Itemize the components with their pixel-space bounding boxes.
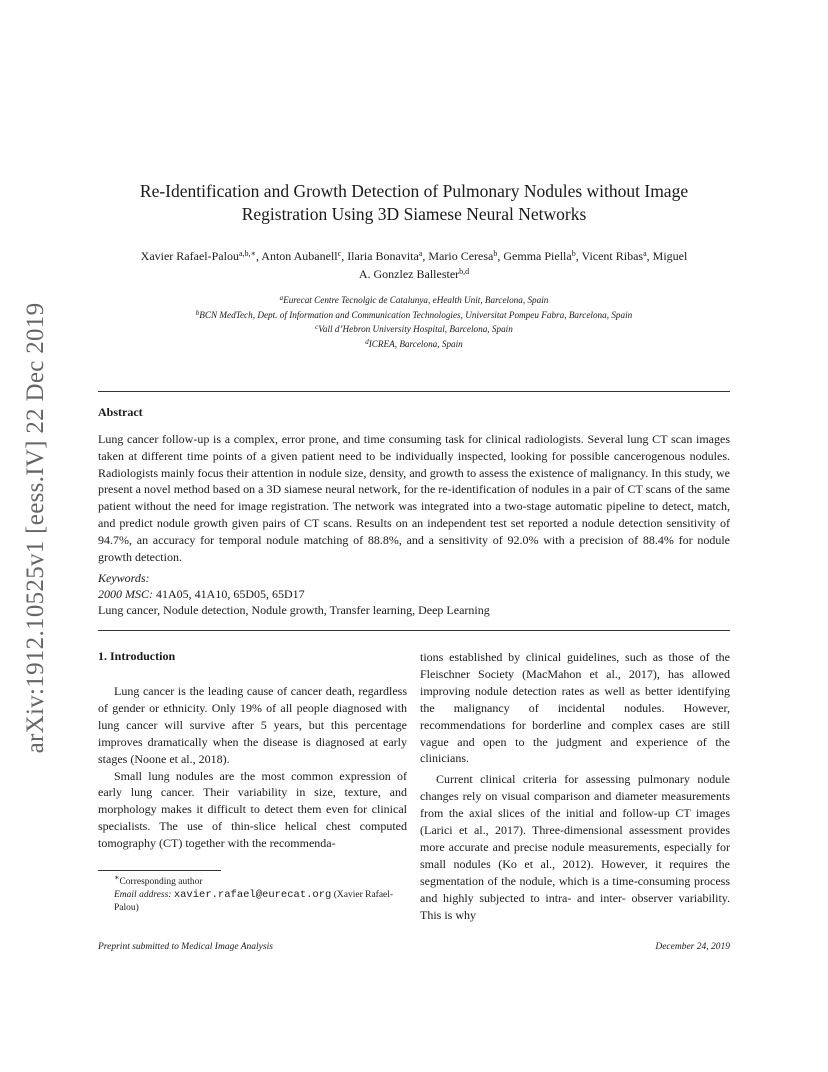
arxiv-id: arXiv:1912.10525v1 [eess.IV] 22 Dec 2019 (22, 302, 49, 754)
author: Ilaria Bonavita$^a$, (347, 249, 429, 263)
intro-left-column (98, 683, 407, 852)
paragraph: tions established by clinical guidelines, such as those of the Fleischner Society (MacMahon et al., 2017), has allowed improving nodule detection rates as well as better identifying the malignancy of incidental nodules. However, recommendations for borderline and complex cases are still vague and open to the judgment and experience of the clinicians. (420, 650, 730, 766)
section-heading-introduction: 1. Introduction (98, 649, 176, 663)
footnote-rule (98, 870, 221, 871)
msc-label: 2000 MSC: (98, 587, 153, 601)
keywords-list: Lung cancer, Nodule detection, Nodule growth, Transfer learning, Deep Learning (98, 603, 490, 617)
affiliation: $^a$Eurecat Centre Tecnolgic de Catalunya, eHealth Unit, Barcelona, Spain (279, 294, 549, 305)
affiliation: $^d$ICREA, Barcelona, Spain (365, 337, 463, 349)
author: Xavier Rafael-Palou$^{a,b,∗}$, (140, 249, 262, 263)
footnote-email: Email address: xavier.rafael@eurecat.org (Xavier Rafael-Palou) (114, 889, 394, 913)
paragraph: Lung cancer is the leading cause of cancer death, regardless of gender or ethnicity. Only 19% of all people diagnosed with lung cancer will survive after 5 years, but this percentage improves dramatically when the disease is diagnosed at early stages (Noone et al., 2018). (98, 684, 407, 766)
msc-line (98, 586, 730, 602)
author: Anton Aubanell$^c$, (261, 249, 348, 263)
title-line-2: Registration Using 3D Siamese Neural Networks (241, 204, 587, 224)
keywords-label: Keywords: (98, 571, 150, 585)
author: A. Gonzlez Ballester$^{b,d}$ (358, 267, 470, 281)
abstract-text: Lung cancer follow-up is a complex, error prone, and time consuming task for clinical radiologists. Several lung CT scan images taken at different time points of a given patient need to be individually inspected, looking for possible cancerogenous nodules. Radiologists mainly focus their attention in nodule size, density, and growth to assess the existence of malignancy. In this study, we present a novel method based on a 3D siamese neural network, for the re-identification of nodules in a pair of CT scans of the same patient without the need for image registration. The network was integrated into a two-stage automatic pipeline to detect, match, and predict nodule growth given pairs of CT scans. Results on an independent test set reported a nodule detection sensitivity of 94.7%, an accuracy for temporal nodule matching of 88.8%, and a sensitivity of 92.0% with a precision of 88.4% for nodule growth detection. (98, 432, 730, 564)
footer-date: December 24, 2019 (655, 942, 730, 952)
author: Gemma Piella$^b$, (503, 249, 582, 263)
paragraph: Current clinical criteria for assessing pulmonary nodule changes rely on visual comparison and diameter measurements from the axial slices of the initial and follow-up CT images (Larici et al., 2017). Three-dimensional assessment provides more accurate and precise nodule measurements, especially for small nodules (Ko et al., 2012). However, it requires the segmentation of the nodule, which is a time-consuming process and highly subjected to intra- and inter- observer variability. This is why (420, 772, 730, 922)
footnote-corresponding: ∗Corresponding author (114, 873, 203, 887)
footnote (98, 873, 407, 915)
paragraph: Small lung nodules are the most common expression of early lung cancer. Their variability in size, texture, and morphology makes it difficult to detect them even for clinical specialists. The use of thin-slice helical chest computed tomography (CT) together with the recommenda- (98, 768, 407, 851)
msc-codes: 41A05, 41A10, 65D05, 65D17 (153, 587, 305, 601)
author: Mario Ceresa$^b$, (428, 249, 504, 263)
abstract-heading: Abstract (98, 405, 143, 419)
affiliation: $^b$BCN MedTech, Dept. of Information and Communication Technologies, Universitat Pompeu Fabra, Barcelona, Spain (195, 308, 633, 320)
divider-top (98, 391, 730, 392)
divider-bottom (98, 630, 730, 631)
keywords-block (98, 570, 730, 618)
title-line-1: Re-Identification and Growth Detection of Pulmonary Nodules without Image (139, 181, 689, 201)
intro-right-column (420, 649, 730, 924)
affiliation-list (98, 293, 730, 351)
email-address[interactable]: xavier.rafael@eurecat.org (173, 889, 332, 901)
author: Vicent Ribas$^a$, Miguel (581, 249, 688, 263)
author-list (98, 247, 730, 283)
affiliation: $^c$Vall d’Hebron University Hospital, Barcelona, Spain (315, 323, 513, 334)
footer-preprint: Preprint submitted to Medical Image Analysis (98, 942, 273, 952)
paper-title (98, 180, 730, 226)
